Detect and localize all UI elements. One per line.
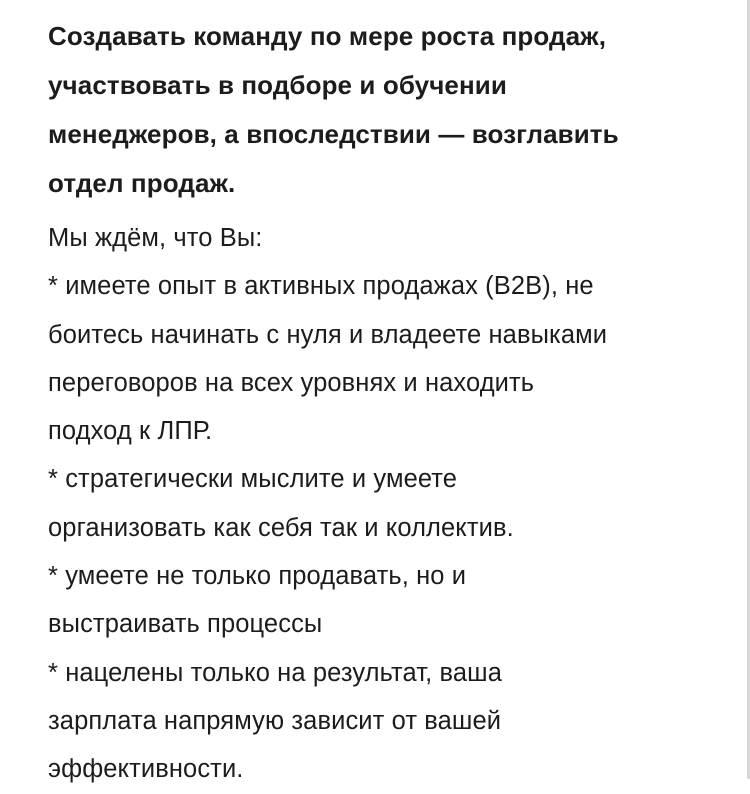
intro-line: Создавать команду по мере роста продаж, [48,21,607,51]
requirement-line: * стратегически мыслите и умеете [48,465,458,494]
requirement-line: подход к ЛПР. [48,417,213,446]
requirement-line: * умеете не только продавать, но и [48,562,467,591]
requirement-line: переговоров на всех уровнях и находить [48,368,535,397]
requirement-line: * имеете опыт в активных продажах (B2B), не [48,272,594,301]
requirement-line: зарплата напрямую зависит от вашей [48,706,502,735]
requirement-line: * нацелены только на результат, ваша [48,658,503,687]
intro-paragraph [48,12,728,208]
requirement-line: выстраивать процессы [48,610,323,639]
article-body [48,12,728,794]
requirement-line: боитесь начинать с нуля и владеете навыками [48,320,608,349]
intro-line: менеджеров, а впоследствии — возглавить [48,119,619,149]
requirements-section [48,214,728,794]
intro-line: отдел продаж. [48,168,236,198]
requirement-line: организовать как себя так и коллектив. [48,513,514,542]
requirement-line: эффективности. [48,755,244,784]
intro-line: участвовать в подборе и обучении [48,70,507,100]
requirements-heading: Мы ждём, что Вы: [48,224,263,252]
